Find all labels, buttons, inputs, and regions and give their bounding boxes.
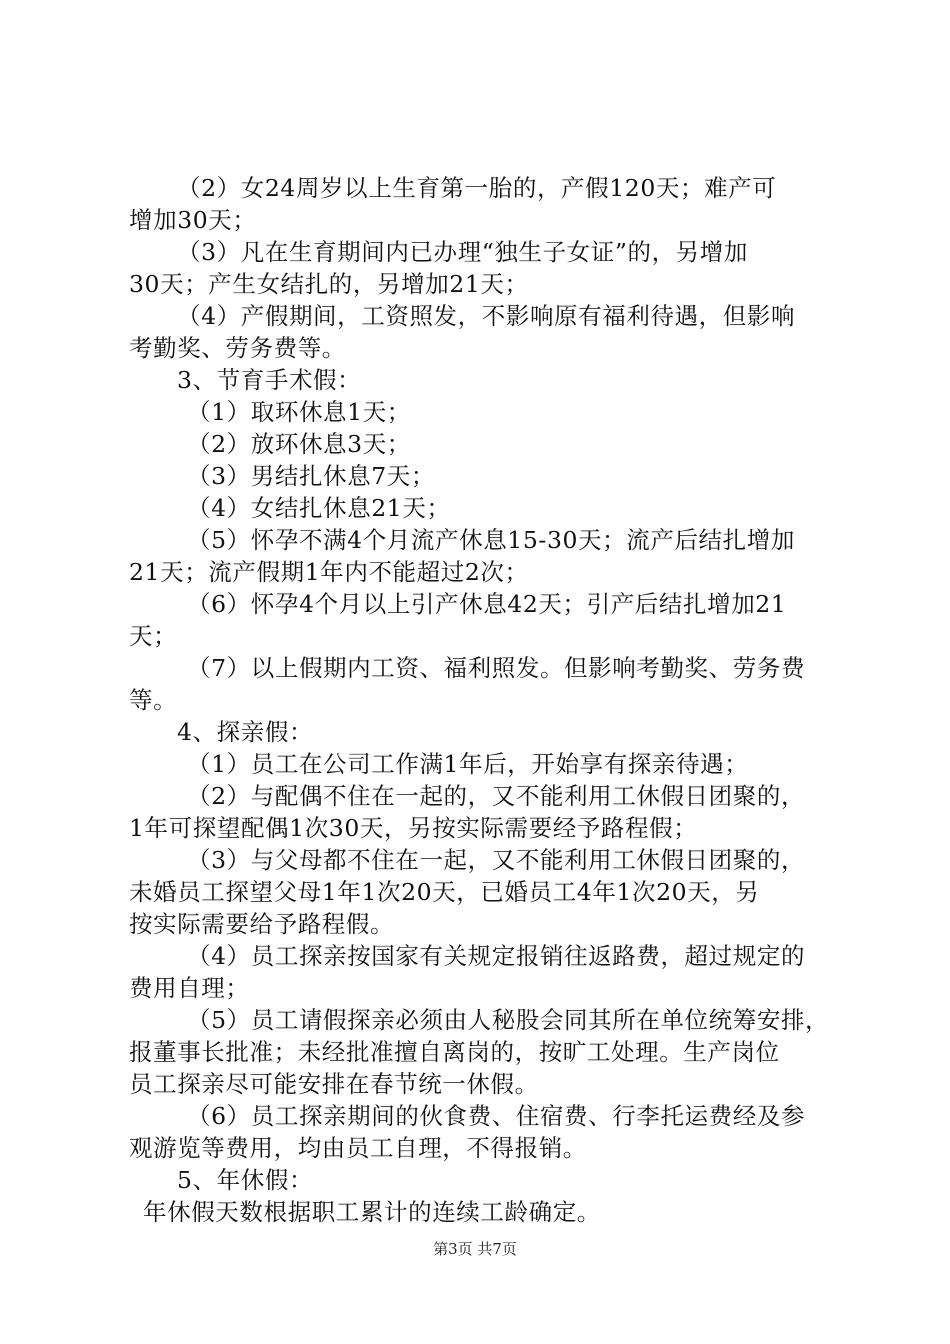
paragraph-line: 未婚员工探望父母1年1次20天，已婚员工4年1次20天，另 [129, 878, 760, 906]
paragraph-line: 30天；产生女结扎的，另增加21天； [129, 270, 529, 298]
section-heading: 4、探亲假： [177, 718, 314, 746]
paragraph-line: 增加30天； [129, 206, 257, 234]
list-item: （5）员工请假探亲必须由人秘股会同其所在单位统筹安排， [187, 1006, 830, 1034]
paragraph-line: （2）女24周岁以上生育第一胎的，产假120天；难产可 [177, 174, 777, 202]
list-item: （2）与配偶不住在一起的，又不能利用工休假日团聚的， [187, 782, 806, 810]
paragraph-line: 按实际需要给予路程假。 [129, 910, 395, 938]
paragraph-line: 观游览等费用，均由员工自理，不得报销。 [129, 1134, 587, 1162]
paragraph-line: 考勤奖、劳务费等。 [129, 334, 346, 362]
list-item: （3）与父母都不住在一起，又不能利用工休假日团聚的， [187, 846, 806, 874]
list-item: （2）放环休息3天； [187, 430, 411, 458]
paragraph-line: 1年可探望配偶1次30天，另按实际需要经予路程假； [129, 814, 698, 842]
paragraph-line: 21天；流产假期1年内不能超过2次； [129, 558, 529, 586]
page-footer: 第3页 共7页 [433, 1240, 517, 1258]
list-item: （6）怀孕4个月以上引产休息42天；引产后结扎增加21 [187, 590, 787, 618]
paragraph-line: （4）产假期间，工资照发，不影响原有福利待遇，但影响 [177, 302, 796, 330]
list-item: （1）员工在公司工作满1年后，开始享有探亲待遇； [187, 750, 749, 778]
paragraph-line: 天； [129, 622, 178, 650]
list-item: （5）怀孕不满4个月流产休息15-30天；流产后结扎增加 [187, 526, 795, 554]
list-item: （4）员工探亲按国家有关规定报销往返路费，超过规定的 [187, 942, 806, 970]
paragraph-line: 等。 [129, 686, 178, 714]
list-item: （6）员工探亲期间的伙食费、住宿费、行李托运费经及参 [187, 1102, 806, 1130]
list-item: （7）以上假期内工资、福利照发。但影响考勤奖、劳务费 [187, 654, 806, 682]
list-item: （4）女结扎休息21天； [187, 494, 451, 522]
paragraph-line: 报董事长批准；未经批准擅自离岗的，按旷工处理。生产岗位 [129, 1038, 780, 1066]
section-heading: 5、年休假： [177, 1166, 314, 1194]
list-item: （1）取环休息1天； [187, 398, 411, 426]
list-item: （3）男结扎休息7天； [187, 462, 436, 490]
document-body [129, 172, 831, 1228]
paragraph-line: （3）凡在生育期间内已办理“独生子女证”的，另增加 [177, 238, 748, 266]
paragraph-line: 费用自理； [129, 974, 250, 1002]
section-heading: 3、节育手术假： [177, 366, 362, 394]
paragraph-line: 员工探亲尽可能安排在春节统一休假。 [129, 1070, 539, 1098]
paragraph-line: 年休假天数根据职工累计的连续工龄确定。 [143, 1198, 601, 1226]
